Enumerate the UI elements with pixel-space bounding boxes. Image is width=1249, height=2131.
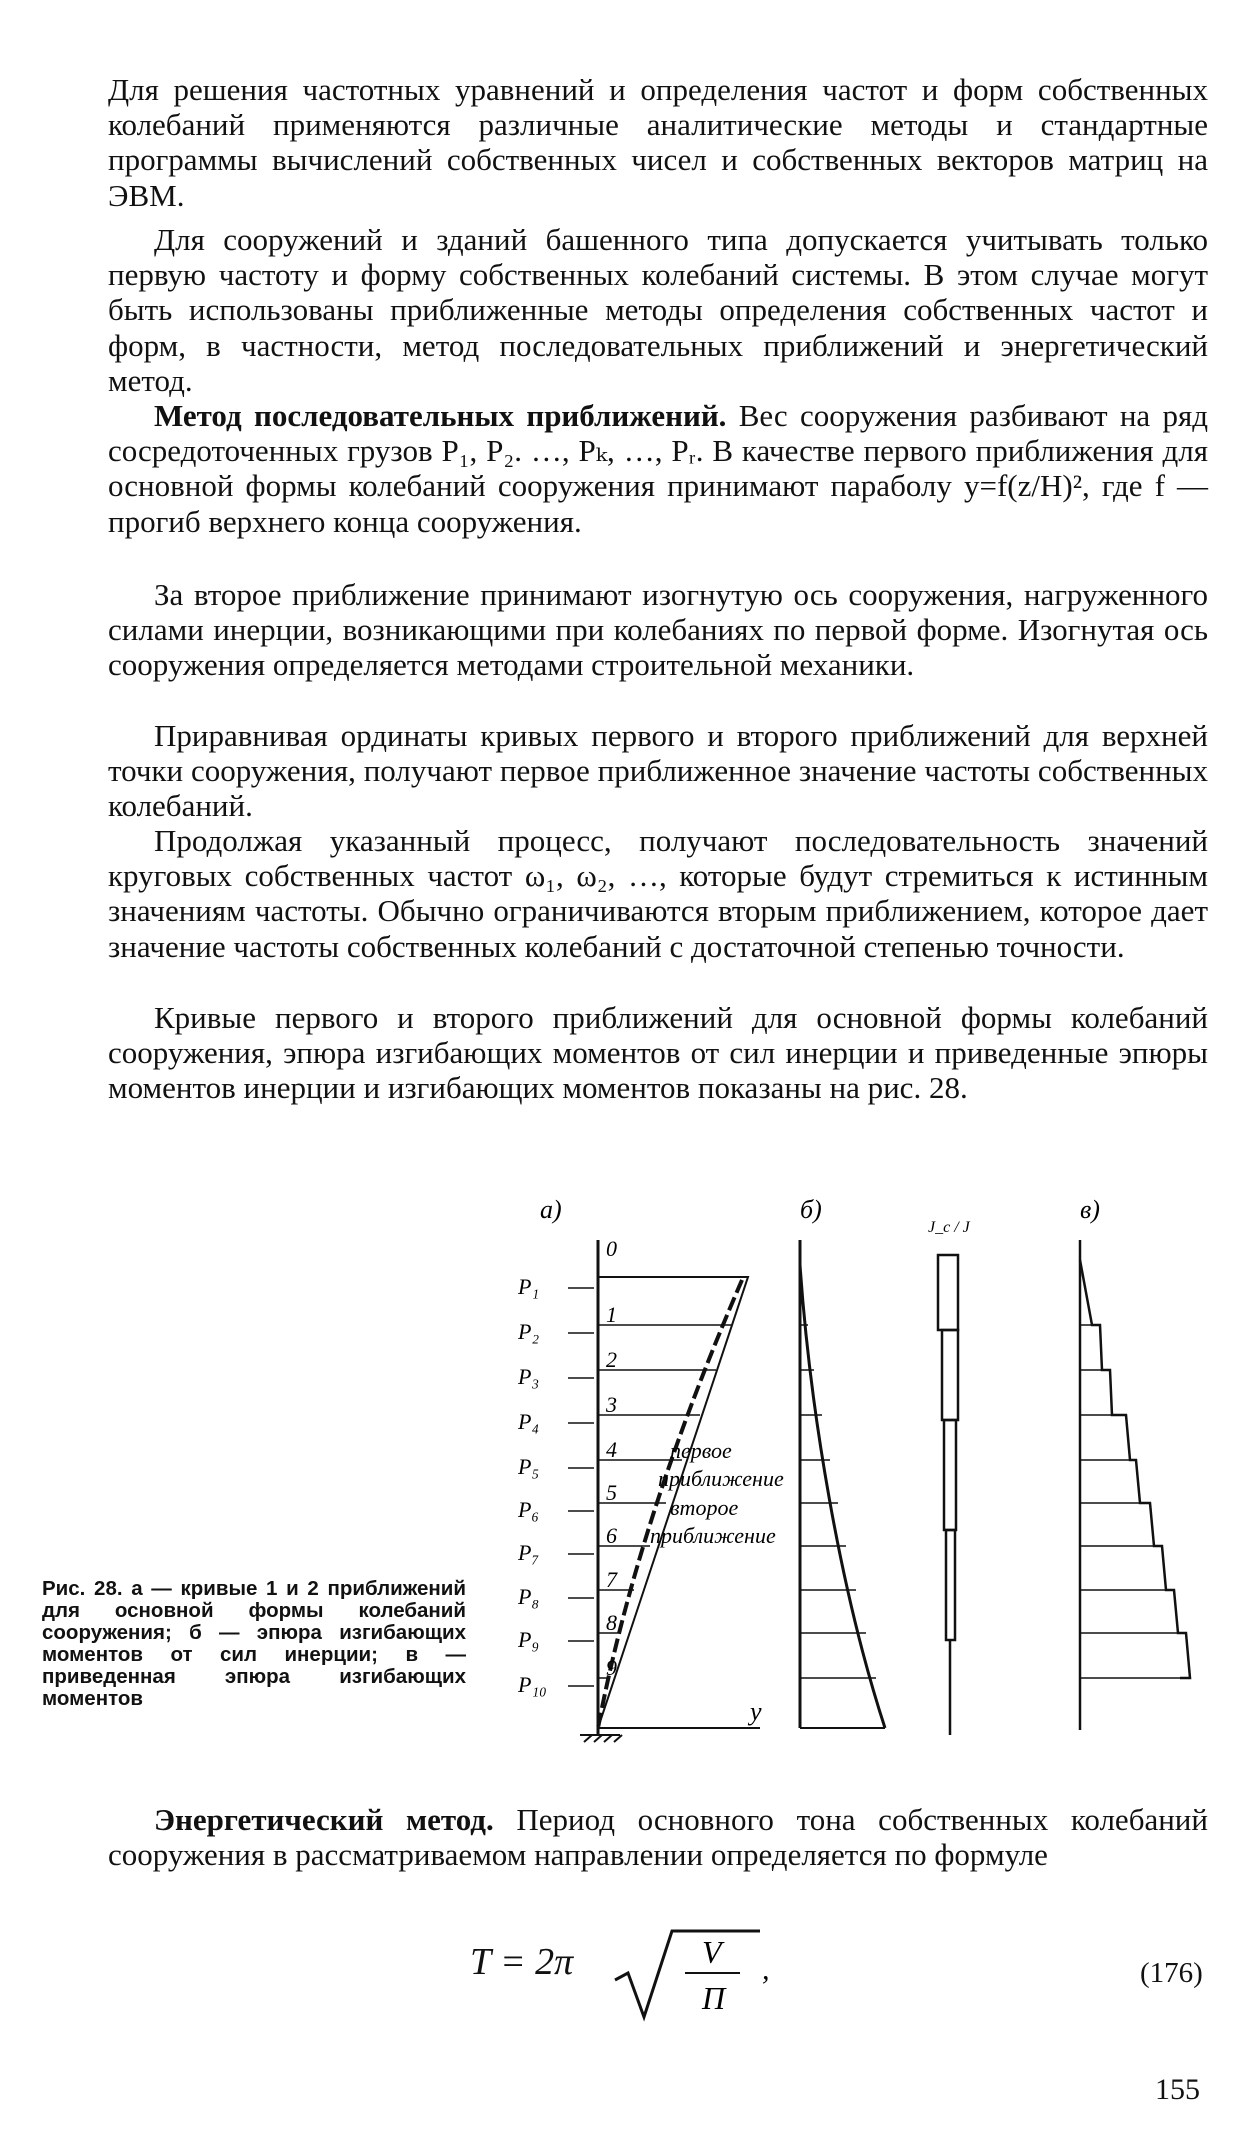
paragraph-text: Вес сооружения разбивают на ряд сосредоточенных грузов P₁, P₂. …, Pₖ, …, Pᵣ. В качестве первого приближения для основной формы колебаний сооружения принимают параболу y=f(z/H)², где f — прогиб верхнего конца сооружения.	[108, 398, 1208, 539]
panel-label-v: в)	[1080, 1195, 1100, 1224]
paragraph-7	[108, 1000, 1208, 1106]
paragraph-1	[108, 72, 1208, 213]
formula-comma: ,	[762, 1953, 770, 1986]
load-arrow	[517, 1584, 594, 1609]
formula-sqrt	[610, 1925, 790, 2025]
svg-text:P₂: P₂	[518, 1319, 540, 1344]
panel-b	[800, 1240, 885, 1728]
load-arrow	[517, 1627, 594, 1652]
node-label: 9	[606, 1655, 617, 1680]
panel-a	[517, 1236, 784, 1742]
svg-text:P₈: P₈	[518, 1584, 540, 1609]
equation-number: (176)	[1140, 1957, 1203, 1989]
node-label: 8	[606, 1610, 617, 1635]
node-label: 4	[606, 1437, 617, 1462]
load-arrow	[517, 1497, 594, 1522]
load-arrow	[517, 1364, 594, 1389]
load-arrow	[517, 1540, 594, 1565]
paragraph-text: За второе приближение принимают изогнутую ось сооружения, нагруженного силами инерции, возникающими при колебаниях по первой форме. Изогнутая ось сооружения определяется методами строительной механики.	[108, 577, 1208, 683]
node-label: 5	[606, 1480, 617, 1505]
page-number: 155	[1155, 2073, 1200, 2106]
figure-caption: Рис. 28. а — кривые 1 и 2 приближений для основной формы колебаний сооружения; б — эпюра изгибающих моментов от сил инерции; в — приведенная эпюра изгибающих моментов	[42, 1577, 466, 1710]
panel-v-column	[938, 1255, 958, 1735]
formula-denominator: П	[702, 1980, 726, 2016]
label-first-approx-2: приближение	[658, 1466, 784, 1491]
node-label: 1	[606, 1302, 617, 1327]
paragraph-4	[108, 577, 1208, 683]
paragraph-text: Для сооружений и зданий башенного типа допускается учитывать только первую частоту и форму собственных колебаний системы. В этом случае могут быть использованы приближенные методы определения собственных частот и форм, в частности, метод последовательных приближений и энергетический метод.	[108, 222, 1208, 398]
label-second-approx-2: приближение	[650, 1523, 776, 1548]
svg-text:P₉: P₉	[518, 1627, 540, 1652]
panel-v	[1080, 1240, 1190, 1730]
label-second-approx: второе	[670, 1495, 739, 1520]
load-arrow	[517, 1454, 594, 1479]
paragraph-2	[108, 222, 1208, 398]
node-label: 2	[606, 1347, 617, 1372]
node-label: 6	[606, 1523, 617, 1548]
node-label: 3	[606, 1392, 617, 1417]
section-heading: Метод последовательных приближений.	[154, 398, 727, 433]
figure-28	[480, 1190, 1220, 1750]
paragraph-5	[108, 718, 1208, 824]
paragraph-text: Период основного тона собственных колебаний сооружения в рассматриваемом направлении определяется по формуле	[108, 1802, 1208, 1873]
paragraph-text: Продолжая указанный процесс, получают последовательность значений круговых собственных частот ω₁, ω₂, …, которые будут стремиться к истинным значениям частоты. Обычно ограничиваются вторым приближением, которое дает значение частоты собственных колебаний с достаточной степенью точности.	[108, 823, 1208, 964]
paragraph-text: Кривые первого и второго приближений для основной формы колебаний сооружения, эпюра изгибающих моментов от сил инерции и приведенные эпюры моментов инерции и изгибающих моментов показаны на рис. 28.	[108, 1000, 1208, 1106]
svg-text:P₁: P₁	[518, 1274, 540, 1299]
load-arrow	[517, 1274, 594, 1299]
axis-y-label: y	[750, 1697, 762, 1726]
label-first-approx: первое	[670, 1438, 732, 1463]
node-label: 0	[606, 1236, 617, 1261]
paragraph-text: Для решения частотных уравнений и определения частот и форм собственных колебаний применяются различные аналитические методы и стандартные программы вычислений собственных чисел и собственных векторов матриц на ЭВМ.	[108, 72, 1208, 213]
paragraph-energy	[108, 1802, 1208, 1872]
load-arrow	[517, 1409, 594, 1434]
panel-label-b: б)	[800, 1195, 822, 1224]
svg-text:P₇: P₇	[518, 1540, 540, 1565]
paragraph-3	[108, 398, 1208, 539]
load-arrow	[517, 1319, 594, 1344]
svg-text:P₅: P₅	[518, 1454, 540, 1479]
node-label: 7	[606, 1567, 617, 1592]
label-jc: J_c / J	[928, 1219, 970, 1236]
load-arrow	[517, 1672, 594, 1697]
panel-label-a: а)	[540, 1195, 562, 1224]
section-heading: Энергетический метод.	[154, 1802, 494, 1837]
ground-hatch	[580, 1735, 622, 1742]
formula-numerator: V	[702, 1934, 722, 1970]
svg-text:P₄: P₄	[518, 1409, 540, 1434]
svg-text:P₆: P₆	[518, 1497, 540, 1522]
svg-text:P₃: P₃	[518, 1364, 540, 1389]
paragraph-text: Приравнивая ординаты кривых первого и второго приближений для верхней точки сооружения, получают первое приближенное значение частоты собственных колебаний.	[108, 718, 1208, 824]
formula-lhs: T = 2π	[470, 1941, 574, 1983]
paragraph-6	[108, 823, 1208, 964]
svg-text:P₁₀: P₁₀	[518, 1672, 547, 1697]
formula	[470, 1940, 573, 1984]
